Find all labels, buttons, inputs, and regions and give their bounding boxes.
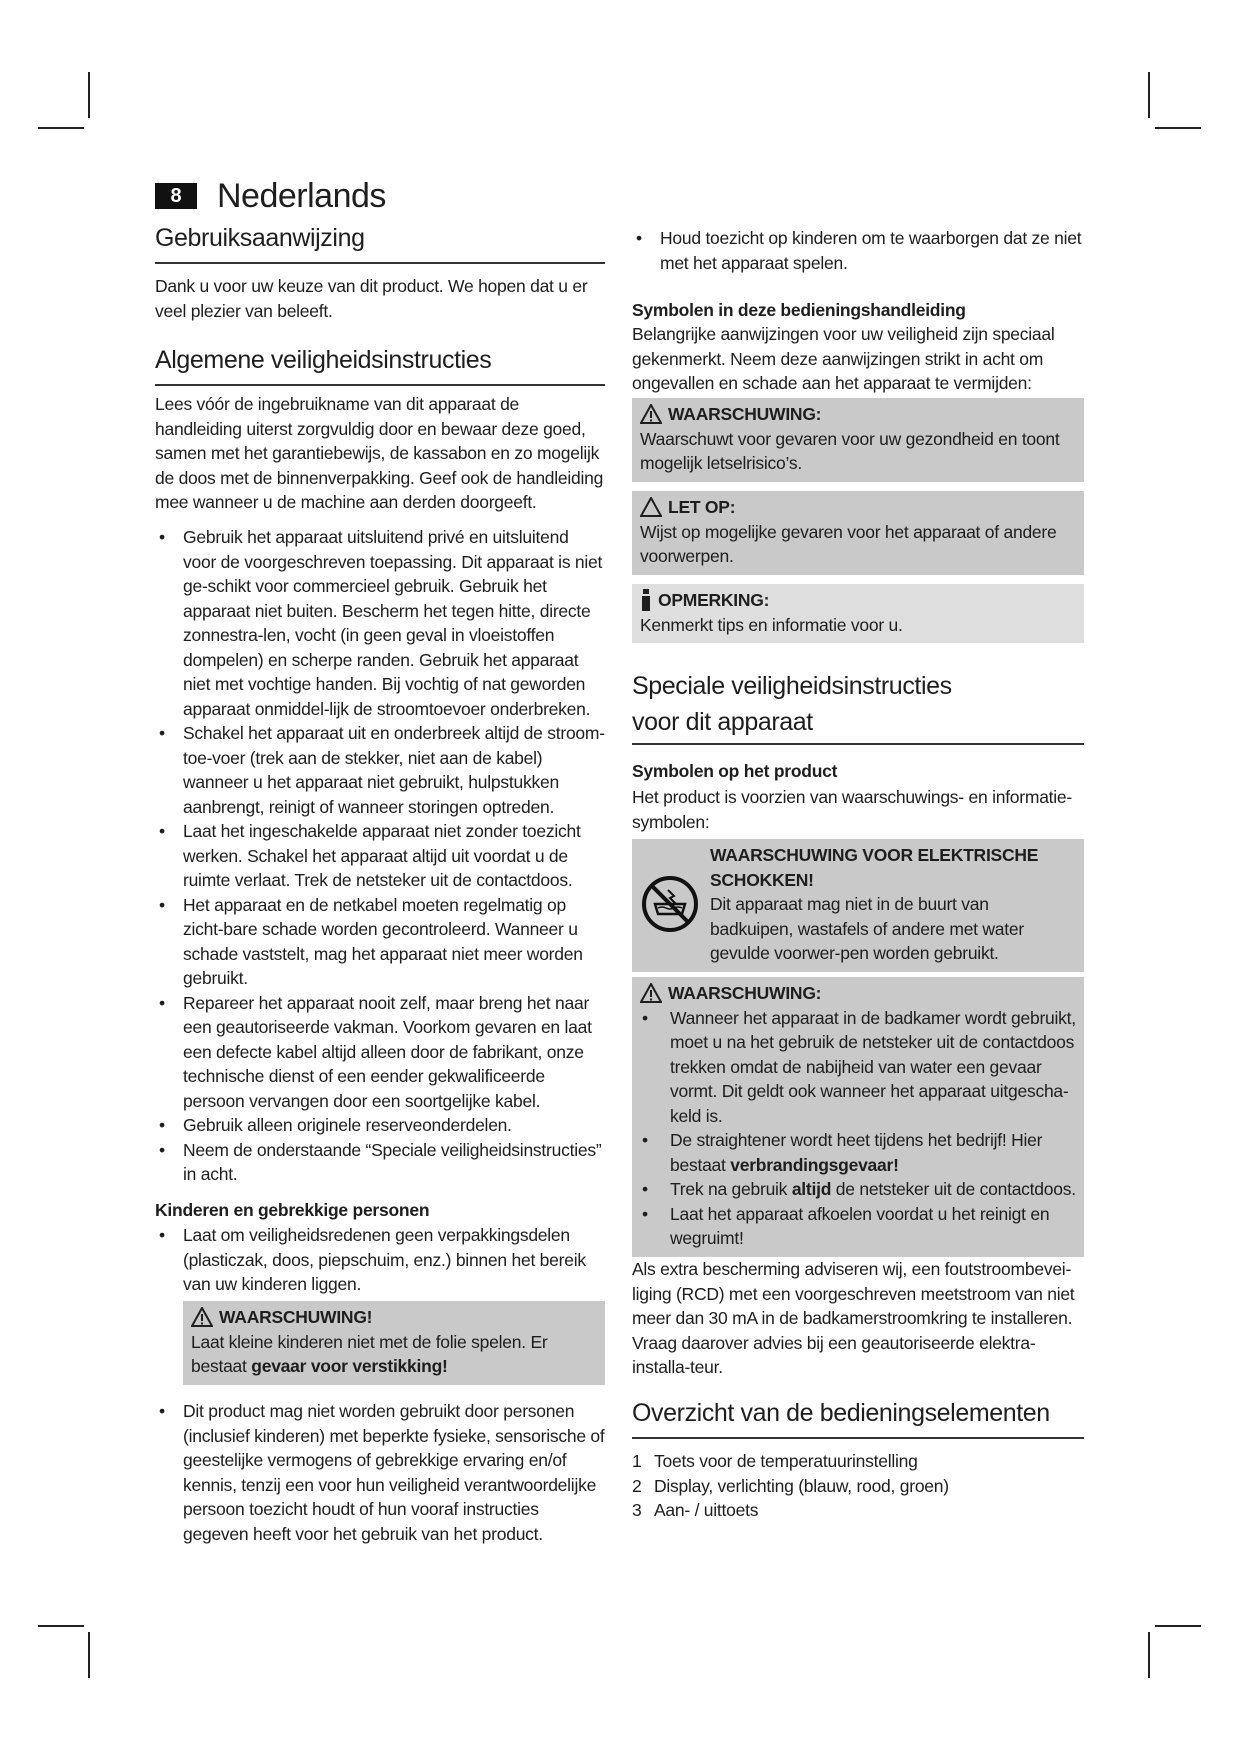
- warning-description: Waarschuwt voor gevaren voor uw gezondheid en toont mogelijk letselrisico’s.: [640, 428, 1060, 473]
- warning-title-label: WAARSCHUWING:: [668, 983, 822, 1003]
- warning-title: [191, 1305, 597, 1330]
- control-label: Display, verlichting (blauw, rood, groen): [654, 1475, 949, 1496]
- crop-mark: [1155, 1625, 1201, 1627]
- control-item: [632, 1449, 1084, 1474]
- always-emphasis: altijd: [791, 1179, 832, 1199]
- list-item: • Laat het apparaat afkoelen voordat u het reinigt en wegruimt!: [640, 1202, 1076, 1251]
- crop-mark: [38, 127, 84, 129]
- list-item: • Neem de onderstaande “Speciale veiligheidsinstructies” in acht.: [155, 1138, 605, 1187]
- control-label: Toets voor de temperatuurinstelling: [654, 1451, 918, 1471]
- general-safety-heading: Algemene veiligheidsinstructies: [155, 344, 605, 386]
- warning-triangle-icon: [640, 404, 662, 424]
- caution-triangle-icon: [640, 497, 662, 517]
- list-item: • Trek na gebruik altijd de netsteker uit de contactdoos.: [640, 1177, 1076, 1202]
- list-item: • Het apparaat en de netkabel moeten regelmatig op zicht-bare schade worden gecontroleerd. Wanneer u schade vaststelt, mag het apparaat niet meer worden gebruikt.: [155, 893, 605, 991]
- general-safety-intro: Lees vóór de ingebruikname van dit apparaat de handleiding uiterst zorgvuldig door en bewaar deze goed, samen met het garantiebewijs, de kassabon en zo mogelijk de doos met de binnenverpakking. Geef ook de handleiding mee wanneer u de machine aan derden doorgeeft.: [155, 394, 604, 512]
- page-header: [155, 176, 386, 216]
- crop-mark: [88, 1632, 90, 1678]
- product-symbols-intro: Het product is voorzien van waarschuwings- en informatie-symbolen:: [632, 787, 1072, 832]
- warning-triangle-icon: [640, 983, 662, 1003]
- note-symbol-box: [632, 584, 1084, 643]
- bathroom-warning-box: [632, 977, 1084, 1257]
- no-bathtub-icon: [640, 874, 700, 934]
- product-symbols-heading: Symbolen op het product: [632, 761, 838, 781]
- general-safety-list: [155, 525, 605, 1187]
- warning-title-label: WAARSCHUWING:: [668, 404, 822, 424]
- symbols-heading: Symbolen in deze bedieningshandleiding: [632, 300, 966, 320]
- list-item: • Gebruik het apparaat uitsluitend privé en uitsluitend voor de voorgeschreven toepassing. Dit apparaat is niet ge-schikt voor commercieel gebruik. Gebruik het apparaat niet buiten. Bescherm het tegen hitte, directe zonnestra-len, vocht (in geen geval in vloeistoffen dompelen) en scherpe randen. Gebruik het apparaat niet met vochtige handen. Bij vochtig of nat geworden apparaat onmiddel-lijk de stroomtoevoer onderbreken.: [155, 525, 605, 721]
- burn-hazard-emphasis: verbrandingsgevaar!: [730, 1154, 899, 1175]
- control-label: Aan- / uittoets: [654, 1500, 759, 1520]
- control-number: 2: [632, 1475, 642, 1496]
- crop-mark: [38, 1625, 84, 1627]
- controls-list: [632, 1449, 1084, 1523]
- supervise-list: [632, 226, 1084, 275]
- note-title-label: OPMERKING:: [658, 590, 770, 610]
- electric-shock-text: Dit apparaat mag niet in de buurt van badkuipen, wastafels of andere met water gevulde voorwer-pen worden gebruikt.: [710, 894, 1024, 963]
- list-item: • Wanneer het apparaat in de badkamer wordt gebruikt, moet u na het gebruik de netsteker uit de contactdoos trekken omdat de nabijheid van water een gevaar vormt. Dit geldt ook wanneer het apparaat uitgescha-keld is.: [640, 1006, 1076, 1129]
- control-item: [632, 1498, 1084, 1523]
- warning-text: Laat kleine kinderen niet met de folie spelen. Er bestaat gevaar voor verstikking!: [191, 1331, 548, 1376]
- manual-title: Gebruiksaanwijzing: [155, 222, 605, 264]
- electric-shock-warning-box: [632, 839, 1084, 972]
- crop-mark: [1148, 1632, 1150, 1678]
- intro-text: Dank u voor uw keuze van dit product. We hopen dat u er veel plezier van beleeft.: [155, 276, 588, 321]
- children-heading: Kinderen en gebrekkige personen: [155, 1200, 430, 1220]
- suffocation-warning-box: [183, 1301, 605, 1385]
- list-item: • Laat het ingeschakelde apparaat niet zonder toezicht werken. Schakel het apparaat altijd uit voordat u de ruimte verlaat. Trek de netsteker uit de contactdoos.: [155, 819, 605, 893]
- controls-heading: Overzicht van de bedieningselementen: [632, 1397, 1084, 1439]
- children-list-2: [155, 1399, 605, 1546]
- control-number: 1: [632, 1451, 642, 1471]
- info-icon: [640, 589, 652, 611]
- caution-description: Wijst op mogelijke gevaren voor het apparaat of andere voorwerpen.: [640, 521, 1057, 566]
- list-item: • Gebruik alleen originele reserveonderdelen.: [155, 1113, 605, 1138]
- page-number: 8: [155, 183, 197, 209]
- symbols-intro: Belangrijke aanwijzingen voor uw veiligheid zijn speciaal gekenmerkt. Neem deze aanwijzingen strikt in acht om ongevallen en schade aan het apparaat te vermijden:: [632, 324, 1055, 393]
- list-item: • Schakel het apparaat uit en onderbreek altijd de stroom-toe-voer (trek aan de stekker, niet aan de kabel) wanneer u het apparaat niet gebruikt, hulpstukken aanbrengt, reinigt of wanneer storingen optreden.: [155, 721, 605, 819]
- control-number: 3: [632, 1500, 642, 1520]
- crop-mark: [1155, 127, 1201, 129]
- caution-symbol-box: [632, 491, 1084, 575]
- list-item: • De straightener wordt heet tijdens het bedrijf! Hier bestaat verbrandingsgevaar!: [640, 1128, 1076, 1177]
- list-item: • Laat om veiligheidsredenen geen verpakkingsdelen (plasticzak, doos, piepschuim, enz.) binnen het bereik van uw kinderen liggen.: [155, 1223, 605, 1297]
- heading-rule: [632, 743, 1084, 745]
- children-list-1: [155, 1223, 605, 1297]
- note-description: Kenmerkt tips en informatie voor u.: [640, 614, 903, 635]
- warning-emphasis: gevaar voor verstikking!: [251, 1356, 448, 1376]
- warning-symbol-box: [632, 398, 1084, 482]
- list-item: • Repareer het apparaat nooit zelf, maar breng het naar een geautoriseerde vakman. Voorkom gevaren en laat een defecte kabel altijd alleen door de fabrikant, onze technische dienst of een eender gekwalificeerde persoon vervangen door een soortgelijke kabel.: [155, 991, 605, 1114]
- caution-title-label: LET OP:: [668, 497, 736, 517]
- list-item: • Dit product mag niet worden gebruikt door personen (inclusief kinderen) met beperkte fysieke, sensorische of geestelijke vermogens of gebrekkige ervaring en/of kennis, tenzij een voor hun veiligheid verantwoordelijke persoon toezicht houdt of hun vooraf instructies gegeven heeft voor het gebruik van het product.: [155, 1399, 605, 1546]
- crop-mark: [1148, 72, 1150, 118]
- crop-mark: [88, 72, 90, 118]
- electric-shock-title: WAARSCHUWING VOOR ELEKTRISCHE SCHOKKEN!: [710, 845, 1039, 890]
- language-title: Nederlands: [217, 177, 386, 215]
- bathroom-warning-list: [640, 1006, 1076, 1251]
- list-item: • Houd toezicht op kinderen om te waarborgen dat ze niet met het apparaat spelen.: [632, 226, 1084, 275]
- warning-triangle-icon: [191, 1307, 213, 1327]
- control-item: [632, 1474, 1084, 1499]
- rcd-advice: Als extra bescherming adviseren wij, een foutstroombevei-liging (RCD) met een voorgeschreven meetstroom van niet meer dan 30 mA in de badkamerstroomkring te installeren. Vraag daarover advies bij een geautoriseerde elektra-installa-teur.: [632, 1259, 1075, 1377]
- special-safety-heading: Speciale veiligheidsinstructies voor dit apparaat: [632, 668, 1084, 745]
- warning-title-label: WAARSCHUWING!: [219, 1307, 373, 1327]
